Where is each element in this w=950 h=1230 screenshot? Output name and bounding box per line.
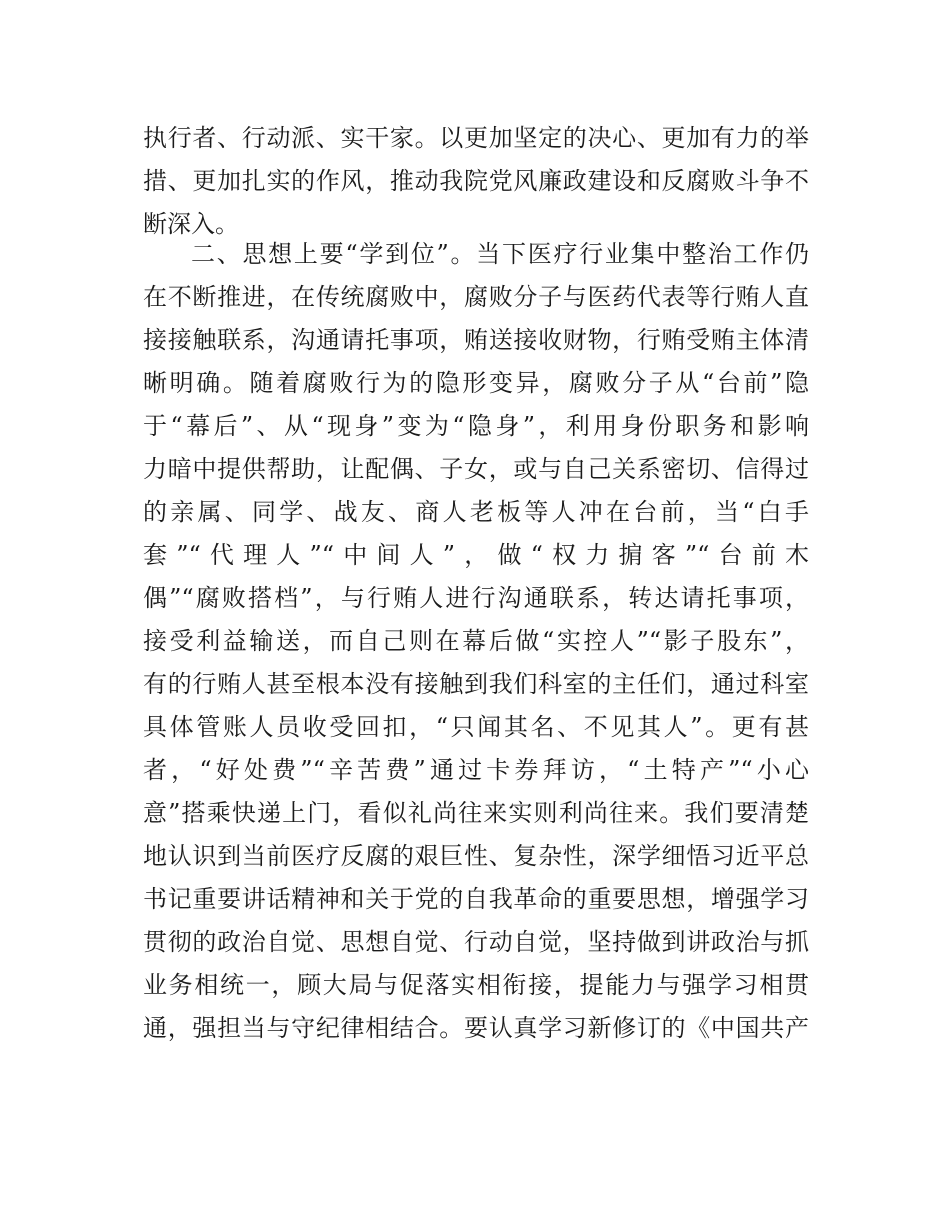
- text-line: 措、更加扎实的作风，推动我院党风廉政建设和反腐败斗争不: [143, 167, 809, 195]
- paragraph-2: [143, 233, 809, 1050]
- text-line: 二、思想上要“学到位”。当下医疗行业集中整治工作仍: [191, 240, 809, 268]
- text-line: 接受利益输送，而自己则在幕后做“实控人”“影子股东”，: [143, 627, 809, 655]
- text-line: 贯彻的政治自觉、思想自觉、行动自觉，坚持做到讲政治与抓: [143, 928, 809, 956]
- text-line: 书记重要讲话精神和关于党的自我革命的重要思想，增强学习: [143, 885, 809, 913]
- text-line: 业务相统一，顾大局与促落实相衔接，提能力与强学习相贯: [143, 971, 809, 999]
- text-line: 力暗中提供帮助，让配偶、子女，或与自己关系密切、信得过: [143, 455, 809, 483]
- text-line: 接接触联系，沟通请托事项，贿送接收财物，行贿受贿主体清: [143, 326, 809, 354]
- text-line: 套”“代理人”“中间人”，做“权力掮客”“台前木: [143, 541, 809, 569]
- text-line: 意”搭乘快递上门，看似礼尚往来实则利尚往来。我们要清楚: [143, 799, 809, 827]
- text-line: 具体管账人员收受回扣，“只闻其名、不见其人”。更有甚: [143, 713, 809, 741]
- text-line: 偶”“腐败搭档”，与行贿人进行沟通联系，转达请托事项，: [143, 584, 809, 612]
- text-line: 通，强担当与守纪律相结合。要认真学习新修订的《中国共产: [143, 1014, 809, 1042]
- text-line: 有的行贿人甚至根本没有接触到我们科室的主任们，通过科室: [143, 670, 809, 698]
- text-line: 执行者、行动派、实干家。以更加坚定的决心、更加有力的举: [143, 124, 809, 152]
- text-line: 地认识到当前医疗反腐的艰巨性、复杂性，深学细悟习近平总: [143, 842, 809, 870]
- text-line: 的亲属、同学、战友、商人老板等人冲在台前，当“白手: [143, 498, 809, 526]
- text-line: 断深入。: [143, 210, 239, 238]
- text-line: 晰明确。随着腐败行为的隐形变异，腐败分子从“台前”隐: [143, 369, 809, 397]
- text-line: 者，“好处费”“辛苦费”通过卡券拜访，“土特产”“小心: [143, 756, 809, 784]
- paragraph-1: [143, 117, 809, 246]
- text-line: 于“幕后”、从“现身”变为“隐身”，利用身份职务和影响: [143, 412, 809, 440]
- text-line: 在不断推进，在传统腐败中，腐败分子与医药代表等行贿人直: [143, 283, 809, 311]
